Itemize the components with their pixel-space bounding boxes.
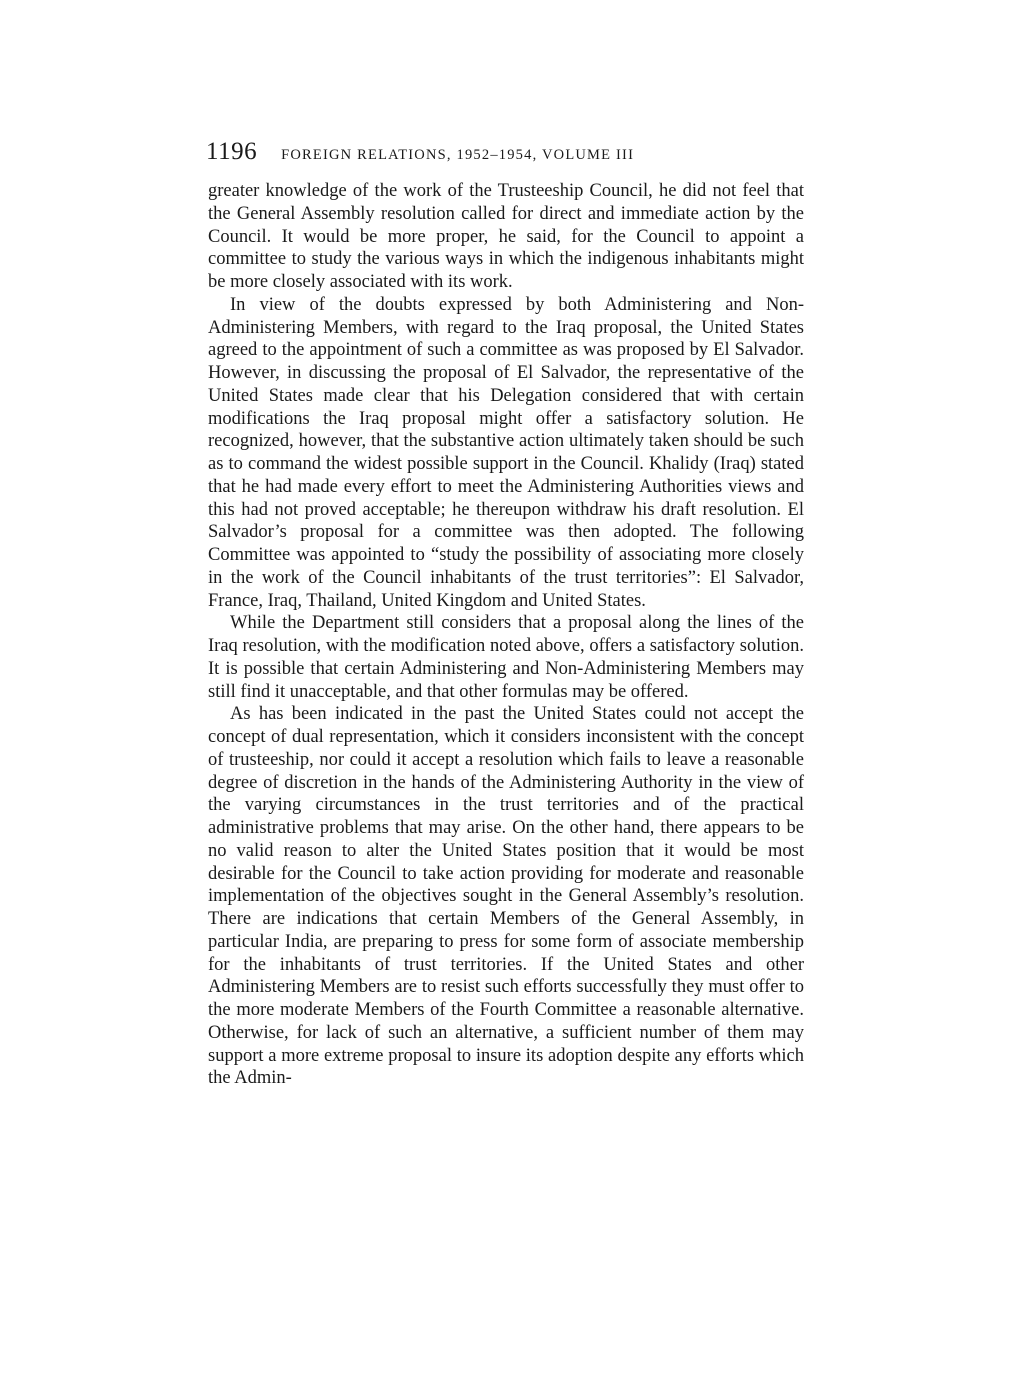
running-head — [208, 138, 804, 166]
document-page — [208, 138, 804, 1090]
page-number: 1196 — [206, 138, 258, 165]
paragraph-continuation: greater knowledge of the work of the Trusteeship Council, he did not feel that the General Assembly resolution called for direct and immediate action by the Council. It would be more proper, he said, for the Council to appoint a committee to study the various ways in which the indigenous inhabitants might be more closely associated with its work. — [208, 181, 804, 292]
body-text — [208, 180, 804, 1090]
running-head-title: FOREIGN RELATIONS, 1952–1954, VOLUME III — [281, 147, 635, 163]
paragraph: As has been indicated in the past the United States could not accept the concept of dual representation, which it considers inconsistent with the concept of trusteeship, nor could it accept a resolution which fails to leave a reasonable degree of discretion in the hands of the Administering Authority in the view of the varying circumstances in the trust territories and of the practical administrative problems that may arise. On the other hand, there appears to be no valid reason to alter the United States position that it would be most desirable for the Council to take action providing for moderate and reasonable implementation of the objectives sought in the General Assembly’s resolution. There are indications that certain Members of the General Assembly, in particular India, are preparing to press for some form of associate membership for the inhabitants of trust territories. If the United States and other Administering Members are to resist such efforts successfully they must offer to the more moderate Members of the Fourth Committee a reasonable alternative. Otherwise, for lack of such an alternative, a sufficient number of them may support a more extreme proposal to insure its adoption despite any efforts which the Admin- — [208, 704, 804, 1089]
paragraph: In view of the doubts expressed by both Administering and Non-Administering Members, with regard to the Iraq proposal, the United States agreed to the appointment of such a committee as was proposed by El Salvador. However, in discussing the proposal of El Salvador, the representative of the United States made clear that his Delegation considered that with certain modifications the Iraq proposal might offer a satisfactory solution. He recognized, however, that the substantive action ultimately taken should be such as to command the widest possible support in the Council. Khalidy (Iraq) stated that he had made every effort to meet the Administering Authorities views and this had not proved acceptable; he thereupon withdraw his draft resolution. El Salvador’s proposal for a committee was then adopted. The following Committee was appointed to “study the possibility of associating more closely in the work of the Council inhabitants of the trust territories”: El Salvador, France, Iraq, Thailand, United Kingdom and United States. — [208, 294, 804, 611]
paragraph: While the Department still considers that a proposal along the lines of the Iraq resolution, with the modification noted above, offers a satisfactory solution. It is possible that certain Administering and Non-Administering Members may still find it unacceptable, and that other formulas may be offered. — [208, 613, 804, 702]
